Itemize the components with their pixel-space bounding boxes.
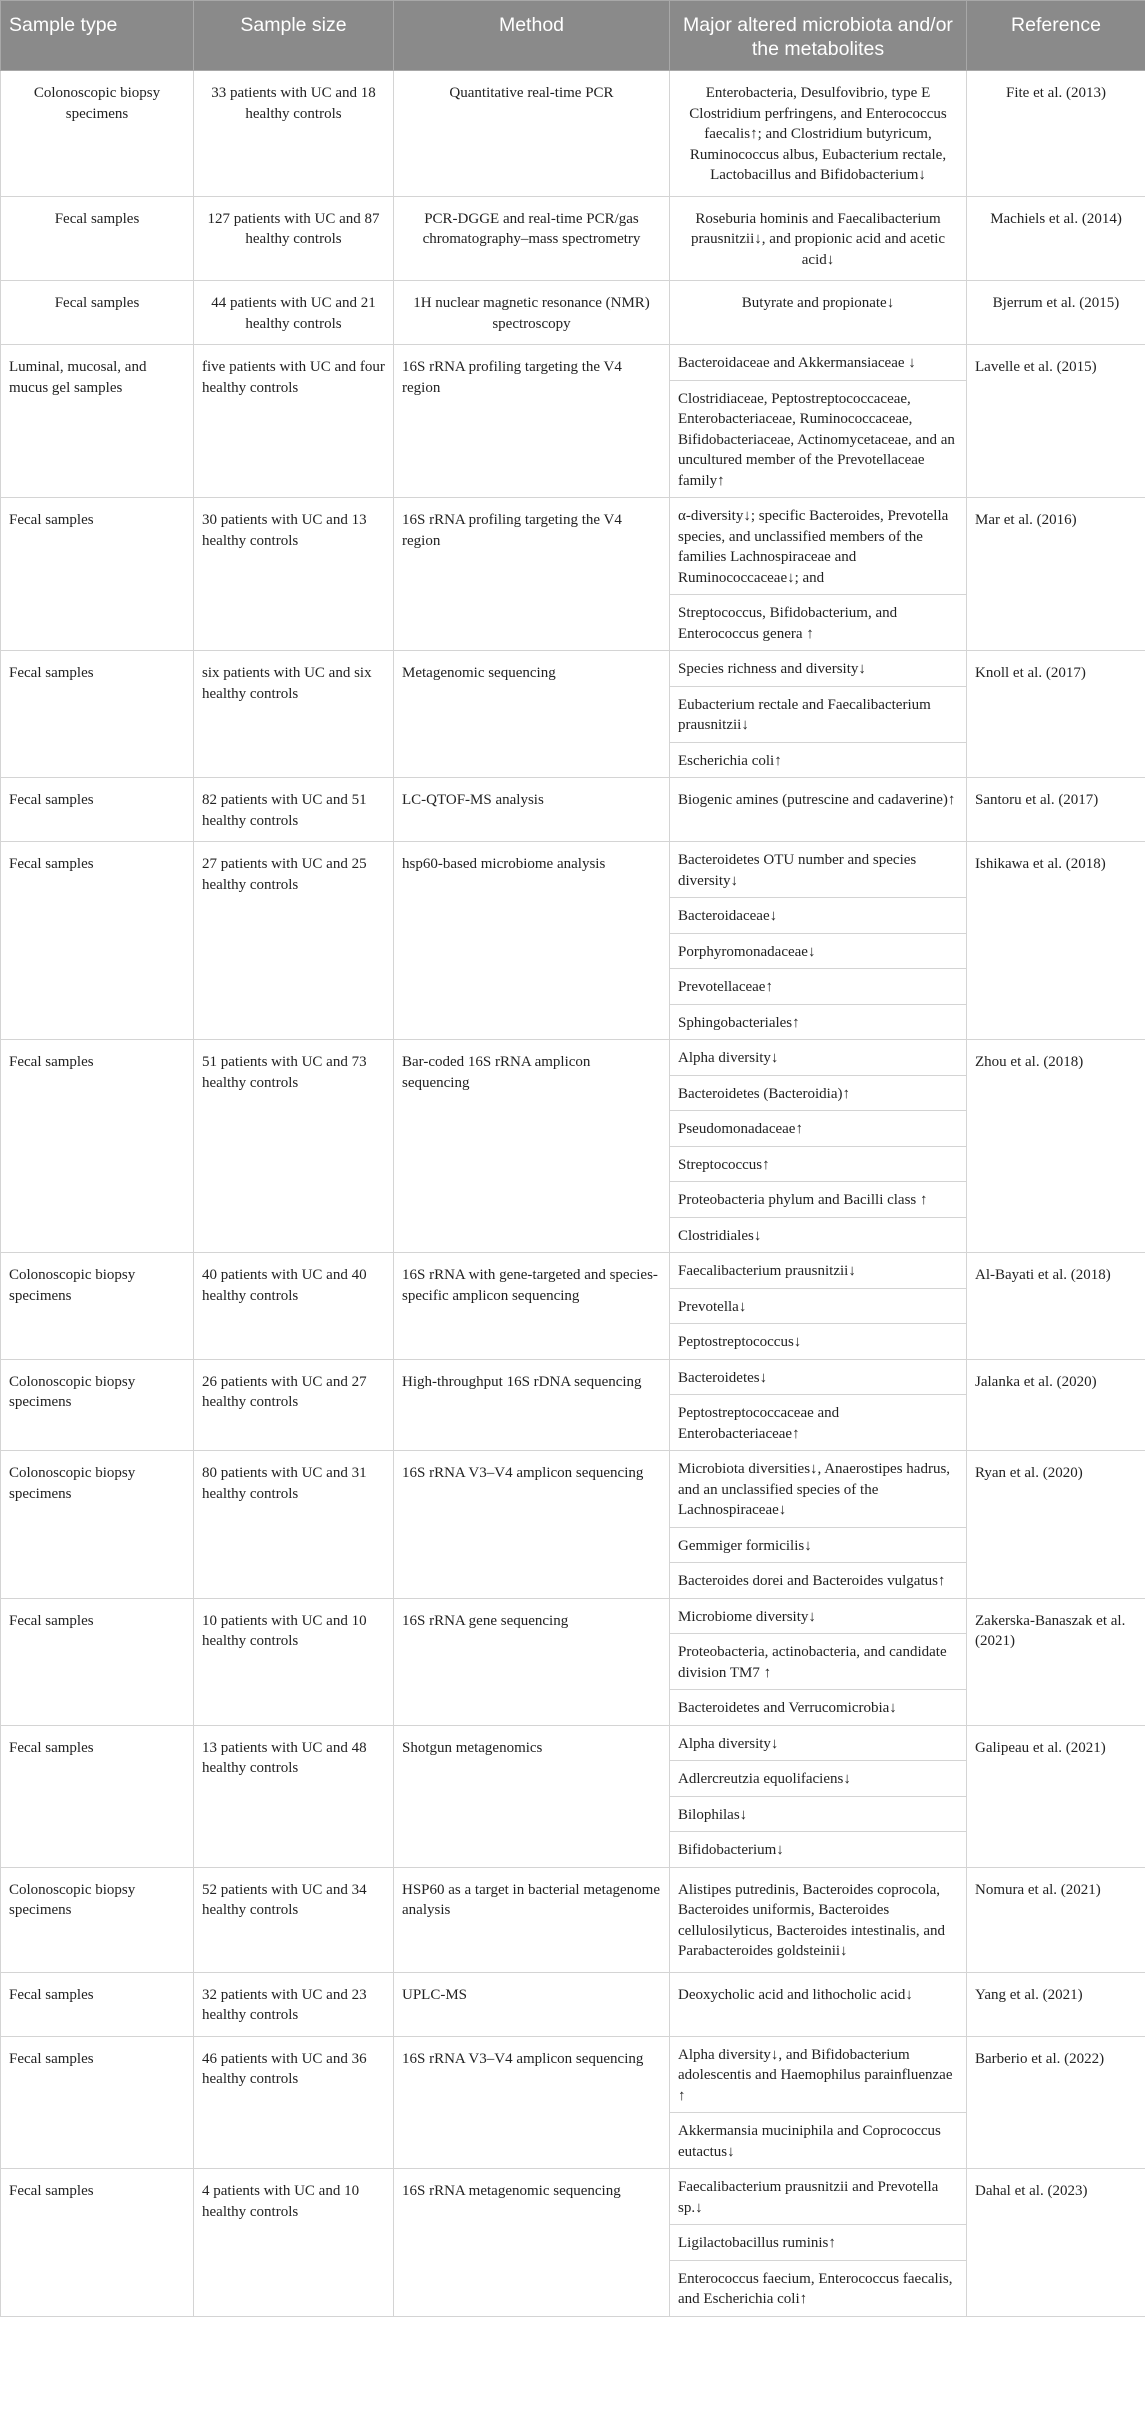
cell-finding: α-diversity↓; specific Bacteroides, Prevotella species, and unclassified members of the families Lachnospiraceae and Ruminococcaceae↓; and	[670, 498, 967, 595]
cell-method: LC-QTOF-MS analysis	[394, 778, 670, 842]
cell-reference: Machiels et al. (2014)	[967, 196, 1145, 281]
cell-sample-type: Colonoscopic biopsy specimens	[1, 1359, 194, 1451]
cell-sample-type: Fecal samples	[1, 1972, 194, 2036]
cell-sample-type: Fecal samples	[1, 651, 194, 778]
cell-sample-type: Fecal samples	[1, 1725, 194, 1867]
cell-sample-size: 30 patients with UC and 13 healthy controls	[194, 498, 394, 651]
header-microbiota: Major altered microbiota and/or the metabolites	[670, 1, 967, 71]
cell-method: Bar-coded 16S rRNA amplicon sequencing	[394, 1040, 670, 1253]
cell-finding: Streptococcus↑	[670, 1146, 967, 1182]
cell-reference: Mar et al. (2016)	[967, 498, 1145, 651]
cell-sample-size: five patients with UC and four healthy controls	[194, 345, 394, 498]
cell-method: 16S rRNA metagenomic sequencing	[394, 2169, 670, 2317]
cell-method: Metagenomic sequencing	[394, 651, 670, 778]
cell-reference: Ryan et al. (2020)	[967, 1451, 1145, 1599]
cell-finding: Bacteroidetes OTU number and species diversity↓	[670, 842, 967, 898]
cell-finding: Peptostreptococcus↓	[670, 1324, 967, 1360]
cell-sample-size: six patients with UC and six healthy controls	[194, 651, 394, 778]
cell-finding: Species richness and diversity↓	[670, 651, 967, 687]
cell-method: 16S rRNA V3–V4 amplicon sequencing	[394, 1451, 670, 1599]
cell-sample-type: Colonoscopic biopsy specimens	[1, 1451, 194, 1599]
cell-finding: Peptostreptococcaceae and Enterobacteriaceae↑	[670, 1395, 967, 1451]
cell-finding: Microbiome diversity↓	[670, 1598, 967, 1634]
cell-method: Quantitative real-time PCR	[394, 71, 670, 197]
cell-finding: Ligilactobacillus ruminis↑	[670, 2225, 967, 2261]
cell-sample-type: Fecal samples	[1, 281, 194, 345]
cell-reference: Lavelle et al. (2015)	[967, 345, 1145, 498]
header-sample-size: Sample size	[194, 1, 394, 71]
cell-sample-size: 32 patients with UC and 23 healthy controls	[194, 1972, 394, 2036]
cell-sample-size: 13 patients with UC and 48 healthy controls	[194, 1725, 394, 1867]
cell-finding: Clostridiaceae, Peptostreptococcaceae, Enterobacteriaceae, Ruminococcaceae, Bifidobacteriaceae, Actinomycetaceae, and an uncultured member of the Prevotellaceae family↑	[670, 380, 967, 498]
table-row	[1, 196, 1145, 281]
cell-sample-size: 80 patients with UC and 31 healthy controls	[194, 1451, 394, 1599]
cell-finding: Microbiota diversities↓, Anaerostipes hadrus, and an unclassified species of the Lachnospiraceae↓	[670, 1451, 967, 1528]
cell-reference: Al-Bayati et al. (2018)	[967, 1253, 1145, 1360]
cell-sample-size: 127 patients with UC and 87 healthy controls	[194, 196, 394, 281]
cell-finding: Bacteroidetes (Bacteroidia)↑	[670, 1075, 967, 1111]
cell-sample-size: 10 patients with UC and 10 healthy controls	[194, 1598, 394, 1725]
cell-method: 16S rRNA profiling targeting the V4 region	[394, 345, 670, 498]
cell-finding: Porphyromonadaceae↓	[670, 933, 967, 969]
table-row	[1, 1040, 1145, 1076]
cell-finding: Clostridiales↓	[670, 1217, 967, 1253]
cell-reference: Santoru et al. (2017)	[967, 778, 1145, 842]
cell-reference: Jalanka et al. (2020)	[967, 1359, 1145, 1451]
cell-sample-size: 4 patients with UC and 10 healthy controls	[194, 2169, 394, 2317]
table-row	[1, 1451, 1145, 1528]
table-row	[1, 1867, 1145, 1972]
cell-finding: Prevotella↓	[670, 1288, 967, 1324]
cell-finding: Bacteroidaceae and Akkermansiaceae ↓	[670, 345, 967, 381]
table-row	[1, 842, 1145, 898]
cell-reference: Bjerrum et al. (2015)	[967, 281, 1145, 345]
cell-finding: Deoxycholic acid and lithocholic acid↓	[670, 1972, 967, 2036]
table-row	[1, 1598, 1145, 1634]
table-row	[1, 1972, 1145, 2036]
table-row	[1, 778, 1145, 842]
cell-finding: Sphingobacteriales↑	[670, 1004, 967, 1040]
cell-finding: Alistipes putredinis, Bacteroides coprocola, Bacteroides uniformis, Bacteroides cellulosilyticus, Bacteroides intestinalis, and Parabacteroides goldsteinii↓	[670, 1867, 967, 1972]
cell-reference: Galipeau et al. (2021)	[967, 1725, 1145, 1867]
cell-reference: Ishikawa et al. (2018)	[967, 842, 1145, 1040]
cell-finding: Bacteroidetes and Verrucomicrobia↓	[670, 1690, 967, 1726]
cell-sample-size: 46 patients with UC and 36 healthy controls	[194, 2036, 394, 2169]
table-row	[1, 1359, 1145, 1395]
cell-sample-type: Colonoscopic biopsy specimens	[1, 71, 194, 197]
cell-finding: Akkermansia muciniphila and Coprococcus eutactus↓	[670, 2113, 967, 2169]
cell-finding: Roseburia hominis and Faecalibacterium prausnitzii↓, and propionic acid and acetic acid↓	[670, 196, 967, 281]
cell-sample-size: 52 patients with UC and 34 healthy controls	[194, 1867, 394, 1972]
cell-method: High-throughput 16S rDNA sequencing	[394, 1359, 670, 1451]
cell-sample-type: Fecal samples	[1, 2036, 194, 2169]
cell-method: 1H nuclear magnetic resonance (NMR) spectroscopy	[394, 281, 670, 345]
header-sample-type: Sample type	[1, 1, 194, 71]
cell-method: 16S rRNA with gene-targeted and species-specific amplicon sequencing	[394, 1253, 670, 1360]
cell-finding: Alpha diversity↓	[670, 1040, 967, 1076]
cell-reference: Barberio et al. (2022)	[967, 2036, 1145, 2169]
cell-finding: Bifidobacterium↓	[670, 1832, 967, 1868]
table-row	[1, 2036, 1145, 2113]
cell-sample-type: Fecal samples	[1, 778, 194, 842]
table-header	[1, 1, 1145, 71]
cell-sample-type: Fecal samples	[1, 2169, 194, 2317]
cell-finding: Faecalibacterium prausnitzii and Prevotella sp.↓	[670, 2169, 967, 2225]
cell-method: 16S rRNA profiling targeting the V4 region	[394, 498, 670, 651]
table-row	[1, 498, 1145, 595]
table-body	[1, 71, 1145, 2317]
cell-sample-type: Colonoscopic biopsy specimens	[1, 1253, 194, 1360]
cell-reference: Nomura et al. (2021)	[967, 1867, 1145, 1972]
cell-sample-size: 27 patients with UC and 25 healthy controls	[194, 842, 394, 1040]
cell-method: 16S rRNA V3–V4 amplicon sequencing	[394, 2036, 670, 2169]
cell-finding: Proteobacteria phylum and Bacilli class ↑	[670, 1182, 967, 1218]
cell-method: HSP60 as a target in bacterial metagenome analysis	[394, 1867, 670, 1972]
cell-reference: Zakerska-Banaszak et al. (2021)	[967, 1598, 1145, 1725]
cell-method: Shotgun metagenomics	[394, 1725, 670, 1867]
cell-finding: Alpha diversity↓, and Bifidobacterium adolescentis and Haemophilus parainfluenzae ↑	[670, 2036, 967, 2113]
table-row	[1, 281, 1145, 345]
cell-sample-type: Fecal samples	[1, 498, 194, 651]
cell-sample-size: 51 patients with UC and 73 healthy controls	[194, 1040, 394, 1253]
table-row	[1, 345, 1145, 381]
cell-reference: Zhou et al. (2018)	[967, 1040, 1145, 1253]
cell-method: 16S rRNA gene sequencing	[394, 1598, 670, 1725]
cell-finding: Pseudomonadaceae↑	[670, 1111, 967, 1147]
table-row	[1, 1253, 1145, 1289]
cell-finding: Butyrate and propionate↓	[670, 281, 967, 345]
cell-method: hsp60-based microbiome analysis	[394, 842, 670, 1040]
cell-finding: Adlercreutzia equolifaciens↓	[670, 1761, 967, 1797]
cell-sample-type: Fecal samples	[1, 1598, 194, 1725]
header-method: Method	[394, 1, 670, 71]
cell-method: PCR-DGGE and real-time PCR/gas chromatography–mass spectrometry	[394, 196, 670, 281]
cell-sample-size: 40 patients with UC and 40 healthy controls	[194, 1253, 394, 1360]
cell-finding: Biogenic amines (putrescine and cadaverine)↑	[670, 778, 967, 842]
cell-finding: Bacteroidetes↓	[670, 1359, 967, 1395]
table-row	[1, 2169, 1145, 2225]
cell-finding: Streptococcus, Bifidobacterium, and Enterococcus genera ↑	[670, 595, 967, 651]
table-row	[1, 651, 1145, 687]
cell-sample-size: 82 patients with UC and 51 healthy controls	[194, 778, 394, 842]
table-row	[1, 1725, 1145, 1761]
cell-reference: Dahal et al. (2023)	[967, 2169, 1145, 2317]
cell-sample-size: 26 patients with UC and 27 healthy controls	[194, 1359, 394, 1451]
cell-reference: Yang et al. (2021)	[967, 1972, 1145, 2036]
cell-reference: Fite et al. (2013)	[967, 71, 1145, 197]
cell-reference: Knoll et al. (2017)	[967, 651, 1145, 778]
cell-finding: Enterococcus faecium, Enterococcus faecalis, and Escherichia coli↑	[670, 2260, 967, 2316]
cell-method: UPLC-MS	[394, 1972, 670, 2036]
cell-finding: Bilophilas↓	[670, 1796, 967, 1832]
cell-finding: Escherichia coli↑	[670, 742, 967, 778]
table-row	[1, 71, 1145, 197]
cell-finding: Eubacterium rectale and Faecalibacterium prausnitzii↓	[670, 686, 967, 742]
cell-finding: Alpha diversity↓	[670, 1725, 967, 1761]
cell-finding: Proteobacteria, actinobacteria, and candidate division TM7 ↑	[670, 1634, 967, 1690]
cell-finding: Enterobacteria, Desulfovibrio, type E Clostridium perfringens, and Enterococcus faecalis↑; and Clostridium butyricum, Ruminococcus albus, Eubacterium rectale, Lactobacillus and Bifidobacterium↓	[670, 71, 967, 197]
cell-sample-type: Fecal samples	[1, 842, 194, 1040]
cell-sample-type: Fecal samples	[1, 196, 194, 281]
cell-sample-size: 44 patients with UC and 21 healthy controls	[194, 281, 394, 345]
cell-finding: Gemmiger formicilis↓	[670, 1527, 967, 1563]
cell-sample-type: Luminal, mucosal, and mucus gel samples	[1, 345, 194, 498]
cell-sample-type: Fecal samples	[1, 1040, 194, 1253]
header-reference: Reference	[967, 1, 1145, 71]
cell-finding: Bacteroidaceae↓	[670, 898, 967, 934]
cell-finding: Faecalibacterium prausnitzii↓	[670, 1253, 967, 1289]
cell-sample-size: 33 patients with UC and 18 healthy controls	[194, 71, 394, 197]
cell-finding: Bacteroides dorei and Bacteroides vulgatus↑	[670, 1563, 967, 1599]
cell-finding: Prevotellaceae↑	[670, 969, 967, 1005]
cell-sample-type: Colonoscopic biopsy specimens	[1, 1867, 194, 1972]
